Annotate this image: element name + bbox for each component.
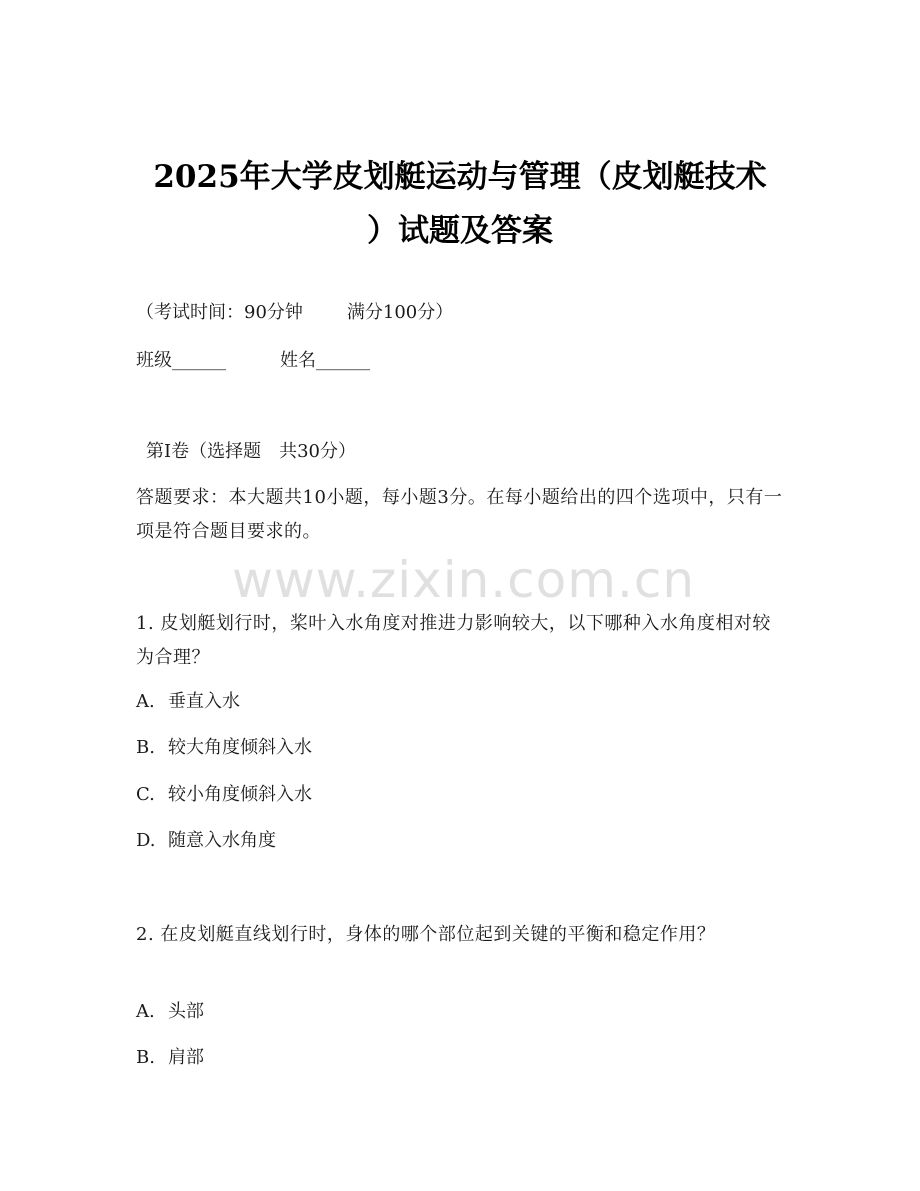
option-2-b — [136, 1046, 204, 1070]
option-text: 随意入水角度 — [168, 830, 276, 851]
option-text: 较小角度倾斜入水 — [168, 784, 312, 805]
exam-time: （考试时间：90分钟 — [136, 302, 303, 323]
option-text: 头部 — [168, 1001, 204, 1022]
name-field: 姓名______ — [280, 350, 370, 371]
full-score: 满分100分） — [346, 302, 454, 323]
question-1 — [136, 607, 784, 675]
student-info — [136, 349, 370, 373]
document-title — [100, 150, 820, 258]
exam-info — [136, 301, 453, 325]
option-label: D. — [136, 830, 156, 851]
option-1-c — [136, 783, 312, 807]
question-2 — [136, 918, 784, 952]
option-label: A. — [136, 1001, 155, 1022]
option-label: A. — [136, 691, 155, 712]
section-title: 第Ⅰ卷（选择题 共30分） — [146, 441, 357, 462]
question-text: 皮划艇划行时，桨叶入水角度对推进力影响较大，以下哪种入水角度相对较为合理？ — [136, 613, 771, 668]
question-number: 2. — [136, 924, 155, 945]
question-text: 在皮划艇直线划行时，身体的哪个部位起到关键的平衡和稳定作用？ — [160, 924, 716, 945]
title-line-2: ）试题及答案 — [367, 213, 553, 249]
option-text: 垂直入水 — [168, 691, 240, 712]
option-label: C. — [136, 784, 155, 805]
option-2-a — [136, 1000, 204, 1024]
option-text: 较大角度倾斜入水 — [168, 737, 312, 758]
option-label: B. — [136, 1047, 155, 1068]
class-field: 班级______ — [136, 350, 226, 371]
option-1-a — [136, 690, 240, 714]
option-text: 肩部 — [168, 1047, 204, 1068]
option-1-b — [136, 736, 312, 760]
title-line-1: 2025年大学皮划艇运动与管理（皮划艇技术 — [153, 159, 767, 195]
question-number: 1. — [136, 613, 155, 634]
option-label: B. — [136, 737, 155, 758]
option-1-d — [136, 829, 276, 853]
watermark: www.zixin.com.cn — [232, 551, 696, 609]
instructions: 答题要求：本大题共10小题，每小题3分。在每小题给出的四个选项中，只有一项是符合题目要求的。 — [136, 487, 783, 542]
